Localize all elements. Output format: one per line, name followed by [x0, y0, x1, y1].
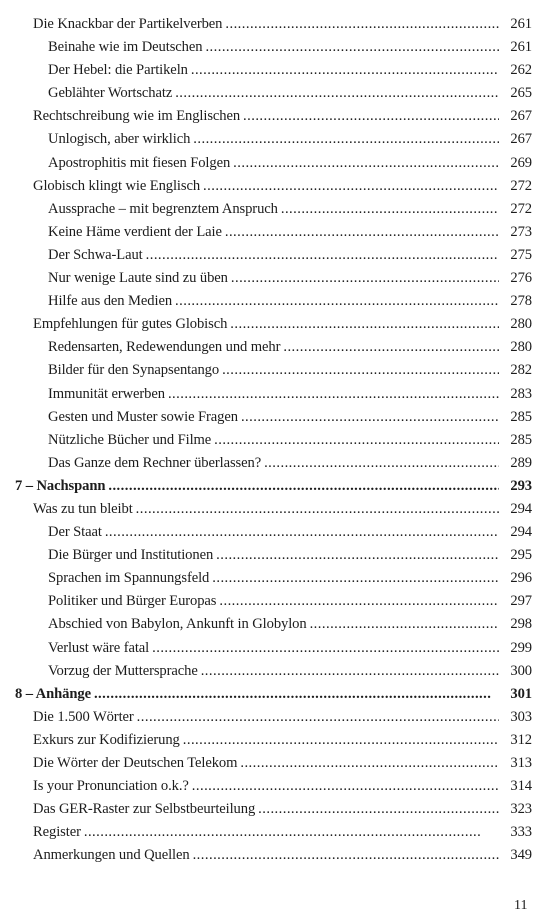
- toc-entry-page: 265: [510, 85, 532, 102]
- dot-leader: [281, 198, 499, 221]
- dot-leader: [191, 59, 499, 82]
- toc-entry-title: Rechtschreibung wie im Englischen: [33, 108, 241, 125]
- toc-entry-title: Politiker und Bürger Europas: [48, 593, 217, 610]
- toc-entry: [0, 267, 560, 290]
- toc-entry-title: Nur wenige Laute sind zu üben: [48, 270, 228, 287]
- dot-leader: [201, 660, 499, 683]
- toc-entry: [0, 313, 560, 336]
- toc-entry: [0, 128, 560, 151]
- toc-entry-page: 312: [510, 731, 532, 748]
- toc-entry-page: 296: [510, 570, 532, 587]
- dot-leader: [152, 637, 499, 660]
- dot-leader: [225, 221, 499, 244]
- toc-entry: [0, 544, 560, 567]
- toc-entry: [0, 821, 560, 844]
- toc-entry-title: Die Bürger und Institutionen: [48, 547, 214, 564]
- toc-chapter: [0, 475, 560, 498]
- toc-entry-title: Unlogisch, aber wirklich: [48, 131, 191, 148]
- dot-leader: [192, 775, 499, 798]
- toc-entry: [0, 175, 560, 198]
- toc-entry: [0, 152, 560, 175]
- toc-entry-page: 314: [510, 778, 532, 795]
- toc-entry-title: Redensarten, Redewendungen und mehr: [48, 339, 281, 356]
- toc-entry-title: Aussprache – mit begrenztem Anspruch: [48, 200, 278, 217]
- dot-leader: [264, 452, 499, 475]
- toc-entry-page: 313: [510, 755, 532, 771]
- toc-entry-title: Der Schwa-Laut: [48, 246, 143, 263]
- toc-entry: [0, 383, 560, 406]
- dot-leader: [258, 798, 499, 821]
- toc-entry-page: 323: [510, 801, 532, 818]
- toc-entry-page: 285: [510, 408, 532, 425]
- dot-leader: [241, 406, 499, 429]
- toc-entry-title: Anmerkungen und Quellen: [33, 847, 190, 864]
- toc-entry-page: 267: [510, 131, 532, 148]
- dot-leader: [310, 613, 499, 636]
- toc-entry-title: Globisch klingt wie Englisch: [33, 177, 201, 194]
- toc-entry: [0, 752, 560, 775]
- toc-entry: [0, 36, 560, 59]
- toc-entry-title: Der Staat: [48, 524, 102, 541]
- toc-entry: [0, 406, 560, 429]
- toc-entry-page: 276: [510, 270, 532, 287]
- toc-entry-page: 272: [510, 177, 532, 194]
- dot-leader: [168, 383, 499, 406]
- toc-entry-title: Keine Häme verdient der Laie: [48, 223, 222, 240]
- toc-entry-title: Apostrophitis mit fiesen Folgen: [48, 154, 231, 171]
- toc-entry: [0, 59, 560, 82]
- toc-entry-title: Die Wörter der Deutschen Telekom: [33, 755, 238, 771]
- toc-entry: [0, 221, 560, 244]
- toc-entry: [0, 498, 560, 521]
- toc-entry-title: Die Knackbar der Partikelverben: [33, 16, 223, 32]
- toc-entry-page: 262: [510, 62, 532, 79]
- toc-entry-page: 282: [510, 362, 532, 379]
- toc-entry-title: Register: [33, 824, 81, 841]
- toc-entry: [0, 336, 560, 359]
- dot-leader: [183, 729, 499, 752]
- toc-chapter: [0, 683, 560, 706]
- toc-entry-page: 293: [510, 477, 532, 494]
- toc-entry-title: Sprachen im Spannungsfeld: [48, 570, 210, 587]
- toc-entry-title: Beinahe wie im Deutschen: [48, 39, 203, 56]
- toc-entry-page: 349: [510, 847, 532, 864]
- toc-entry: [0, 775, 560, 798]
- toc-entry: [0, 590, 560, 613]
- toc-entry: [0, 244, 560, 267]
- toc-entry: [0, 729, 560, 752]
- toc-entry-title: Bilder für den Synapsentango: [48, 362, 220, 379]
- dot-leader: [84, 821, 499, 844]
- toc-entry-title: Is your Pronunciation o.k.?: [33, 778, 189, 795]
- dot-leader: [231, 267, 499, 290]
- toc-entry-title: Geblähter Wortschatz: [48, 85, 173, 102]
- toc-entry-title: Vorzug der Muttersprache: [48, 662, 198, 679]
- dot-leader: [230, 313, 499, 336]
- dot-leader: [108, 475, 499, 498]
- toc-entry-title: Hilfe aus den Medien: [48, 293, 173, 310]
- toc-entry-page: 303: [510, 708, 532, 725]
- toc-entry-title: Das GER-Raster zur Selbstbeurteilung: [33, 801, 256, 818]
- toc-entry: [0, 798, 560, 821]
- dot-leader: [175, 82, 499, 105]
- toc-entry-page: 298: [510, 616, 532, 633]
- toc-entry: [0, 290, 560, 313]
- toc-entry: [0, 637, 560, 660]
- toc-entry-page: 280: [510, 339, 532, 356]
- dot-leader: [137, 706, 499, 729]
- toc-entry: [0, 82, 560, 105]
- toc-entry: [0, 660, 560, 683]
- toc-entry-title: Empfehlungen für gutes Globisch: [33, 316, 228, 333]
- toc-entry-page: 272: [510, 200, 532, 217]
- toc-entry: [0, 198, 560, 221]
- toc-entry: [0, 567, 560, 590]
- toc-entry-page: 283: [510, 385, 532, 402]
- page-number: 11: [514, 898, 528, 913]
- dot-leader: [214, 429, 499, 452]
- dot-leader: [205, 36, 499, 59]
- toc-entry: [0, 706, 560, 729]
- toc-entry: [0, 452, 560, 475]
- toc-entry-page: 299: [510, 639, 532, 656]
- toc-entry-title: Was zu tun bleibt: [33, 500, 133, 517]
- toc-entry: [0, 521, 560, 544]
- dot-leader: [193, 128, 499, 151]
- toc-entry-page: 278: [510, 293, 532, 310]
- toc-entry-title: 7 – Nachspann: [15, 477, 106, 494]
- dot-leader: [146, 244, 499, 267]
- toc-entry-page: 297: [510, 593, 532, 610]
- toc-entry-page: 280: [510, 316, 532, 333]
- toc-entry-title: 8 – Anhänge: [15, 685, 91, 702]
- toc-entry-page: 301: [510, 685, 532, 702]
- table-of-contents: [0, 13, 560, 867]
- dot-leader: [193, 844, 499, 867]
- toc-entry-page: 294: [510, 500, 532, 517]
- toc-entry-title: Der Hebel: die Partikeln: [48, 62, 188, 79]
- toc-entry-title: Die 1.500 Wörter: [33, 708, 134, 725]
- dot-leader: [136, 498, 499, 521]
- toc-entry-page: 273: [510, 223, 532, 240]
- toc-entry: [0, 429, 560, 452]
- toc-entry-title: Abschied von Babylon, Ankunft in Globylon: [48, 616, 307, 633]
- dot-leader: [243, 105, 499, 128]
- toc-entry-page: 289: [510, 454, 532, 471]
- dot-leader: [94, 683, 499, 706]
- toc-entry-page: 267: [510, 108, 532, 125]
- dot-leader: [219, 590, 499, 613]
- toc-entry: [0, 613, 560, 636]
- toc-entry-page: 295: [510, 547, 532, 564]
- toc-entry: [0, 13, 560, 36]
- toc-entry: [0, 844, 560, 867]
- toc-entry-page: 294: [510, 524, 532, 541]
- dot-leader: [222, 359, 499, 382]
- toc-entry-title: Exkurs zur Kodifizierung: [33, 731, 180, 748]
- toc-entry: [0, 359, 560, 382]
- dot-leader: [225, 13, 499, 36]
- toc-entry-page: 261: [510, 39, 532, 56]
- dot-leader: [216, 544, 499, 567]
- toc-entry-title: Gesten und Muster sowie Fragen: [48, 408, 238, 425]
- toc-entry-title: Das Ganze dem Rechner überlassen?: [48, 454, 262, 471]
- dot-leader: [105, 521, 499, 544]
- dot-leader: [212, 567, 499, 590]
- toc-entry-page: 333: [510, 824, 532, 841]
- toc-entry: [0, 105, 560, 128]
- dot-leader: [175, 290, 499, 313]
- toc-entry-title: Verlust wäre fatal: [48, 639, 150, 656]
- toc-entry-title: Immunität erwerben: [48, 385, 165, 402]
- dot-leader: [203, 175, 499, 198]
- dot-leader: [283, 336, 499, 359]
- toc-entry-page: 261: [510, 16, 532, 32]
- toc-entry-title: Nützliche Bücher und Filme: [48, 431, 212, 448]
- dot-leader: [233, 152, 499, 175]
- toc-entry-page: 269: [510, 154, 532, 171]
- dot-leader: [240, 752, 499, 775]
- toc-entry-page: 300: [510, 662, 532, 679]
- toc-entry-page: 285: [510, 431, 532, 448]
- toc-entry-page: 275: [510, 246, 532, 263]
